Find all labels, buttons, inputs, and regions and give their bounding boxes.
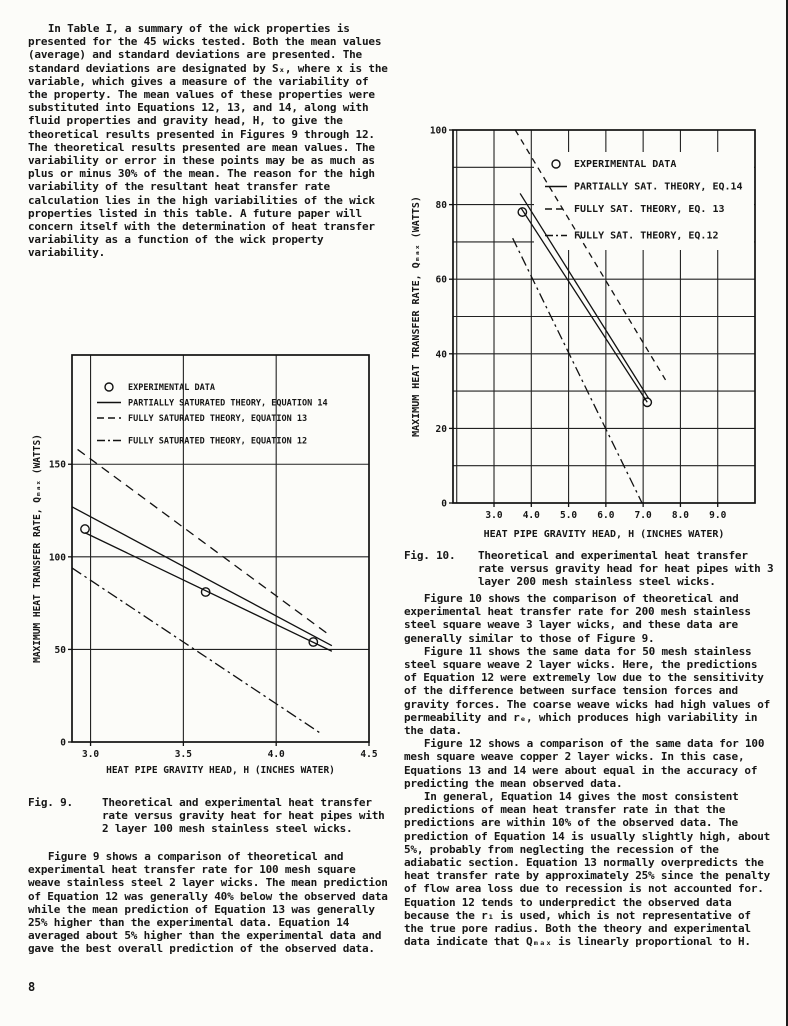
right-column-text <box>404 592 776 948</box>
svg-text:7.0: 7.0 <box>634 510 652 521</box>
svg-text:5.0: 5.0 <box>559 510 578 521</box>
figure-10-caption-label: Fig. 10. <box>404 549 456 562</box>
paragraph-figure10-discussion: Figure 10 shows the comparison of theoretical and experimental heat transfer rate for 200 mesh stainless steel square weave 3 layer wicks, and these data are generally similar to those of Figure 9. <box>404 592 751 645</box>
svg-text:3.5: 3.5 <box>174 749 192 760</box>
svg-text:50: 50 <box>54 644 66 656</box>
svg-text:MAXIMUM HEAT TRANSFER RATE, Qₘ: MAXIMUM HEAT TRANSFER RATE, Qₘₐₓ (WATTS) <box>32 434 43 663</box>
left-column-text-2 <box>28 850 394 956</box>
figure-9-caption-label: Fig. 9. <box>28 796 73 809</box>
svg-text:FULLY SAT. THEORY, EQ.12: FULLY SAT. THEORY, EQ.12 <box>574 230 719 242</box>
svg-text:4.0: 4.0 <box>267 749 285 760</box>
svg-text:8.0: 8.0 <box>671 510 690 521</box>
svg-text:20: 20 <box>435 423 447 435</box>
svg-text:PARTIALLY SATURATED THEORY, EQ: PARTIALLY SATURATED THEORY, EQUATION 14 <box>128 398 328 409</box>
page-number: 8 <box>28 980 36 994</box>
svg-text:FULLY SATURATED THEORY, EQUATI: FULLY SATURATED THEORY, EQUATION 13 <box>128 414 308 424</box>
svg-text:EXPERIMENTAL DATA: EXPERIMENTAL DATA <box>128 383 215 393</box>
svg-text:9.0: 9.0 <box>709 510 727 521</box>
svg-text:FULLY SATURATED THEORY, EQUATI: FULLY SATURATED THEORY, EQUATION 12 <box>128 436 308 447</box>
svg-text:4.0: 4.0 <box>522 510 540 521</box>
svg-text:3.0: 3.0 <box>81 749 100 760</box>
svg-text:100: 100 <box>48 552 66 564</box>
paragraph-figure11-discussion: Figure 11 shows the same data for 50 mesh stainless steel square weave 2 layer wicks. Here, the predictions of Equation 12 were extremely low due to the sensitivity of the difference between surface tension forces and gravity forces. The coarse weave wicks had high values of permeability and rₑ, which produces high variability in the data. <box>404 644 771 738</box>
svg-text:4.5: 4.5 <box>360 749 378 760</box>
svg-text:HEAT PIPE GRAVITY HEAD, H (INC: HEAT PIPE GRAVITY HEAD, H (INCHES WATER) <box>106 765 335 776</box>
left-column-text <box>28 22 394 260</box>
paragraph-table1-summary: In Table I, a summary of the wick properties is presented for the 45 wicks tested. Both the mean values (average) and standard deviations are presented. The standard deviations are designated by Sₓ, where x is the variable, which gives a measure of the variability of the property. The mean values of these properties were substituted into Equations 12, 13, and 14, along with fluid properties and gravity head, H, to give the theoretical results presented in Figures 9 through 12. The theoretical results presented are mean values. The variability or error in these points may be as much as plus or minus 30% of the mean. The reason for the high variability of the resultant heat transfer rate calculation lies in the high variabilities of the wick properties listed in this table. A future paper will concern itself with the determination of heat transfer variability as a function of the wick property variability. <box>28 22 388 260</box>
chart-canvas <box>30 350 395 798</box>
figure-10-caption <box>404 549 776 589</box>
paragraph-general-conclusions: In general, Equation 14 gives the most consistent predictions of mean heat transfer rate in that the predictions are within 10% of the observed data. The prediction of Equation 14 is usually slightly high, about 5%, probably from neglecting the recession of the adiabatic section. Equation 13 normally overpredicts the heat transfer rate by approximately 25% since the penalty of flow area loss due to recession is not accounted for. Equation 12 tends to underpredict the observed data because the r₁ is used, which is not representative of the true pore radius. Both the theory and experimental data indicate that Qₘₐₓ is linearly proportional to H. <box>404 790 771 949</box>
svg-text:PARTIALLY SAT. THEORY, EQ.14: PARTIALLY SAT. THEORY, EQ.14 <box>574 181 743 193</box>
figure-9-caption <box>28 796 396 836</box>
svg-text:HEAT PIPE GRAVITY HEAD, H (INC: HEAT PIPE GRAVITY HEAD, H (INCHES WATER) <box>483 529 725 540</box>
svg-text:MAXIMUM HEAT TRANSFER RATE, Qₘ: MAXIMUM HEAT TRANSFER RATE, Qₘₐₓ (WATTS) <box>411 196 422 437</box>
paragraph-figure9-discussion: Figure 9 shows a comparison of theoretical and experimental heat transfer rate for 100 mesh square weave stainless steel 2 layer wicks. The mean prediction of Equation 12 was generally 40% below the observed data while the mean prediction of Equation 13 was generally 25% higher than the experimental data. Equation 14 averaged about 5% higher than the experimental data and gave the best overall prediction of the observed data. <box>28 850 388 956</box>
svg-text:6.0: 6.0 <box>597 510 615 521</box>
svg-text:80: 80 <box>435 200 447 212</box>
svg-text:FULLY SAT. THEORY, EQ. 13: FULLY SAT. THEORY, EQ. 13 <box>574 204 725 215</box>
chart-canvas <box>408 122 780 547</box>
svg-text:60: 60 <box>435 274 447 286</box>
svg-text:3.0: 3.0 <box>485 510 503 521</box>
figure-9-chart <box>30 350 395 798</box>
svg-text:100: 100 <box>429 125 447 137</box>
svg-text:0: 0 <box>441 498 447 510</box>
figure-10-caption-text: Theoretical and experimental heat transfer rate versus gravity head for heat pipes with 3 layer 200 mesh stainless steel wicks. <box>478 549 774 589</box>
svg-text:0: 0 <box>60 737 66 749</box>
svg-text:40: 40 <box>435 349 447 361</box>
figure-9-caption-text: Theoretical and experimental heat transfer rate versus gravity heat for heat pipes with 2 layer 100 mesh stainless steel wicks. <box>102 796 385 836</box>
figure-10-chart <box>408 122 780 547</box>
svg-text:EXPERIMENTAL DATA: EXPERIMENTAL DATA <box>574 159 677 170</box>
paragraph-figure12-discussion: Figure 12 shows a comparison of the same data for 100 mesh square weave copper 2 layer wicks. In this case, Equations 13 and 14 were about equal in the accuracy of predicting the mean observed data. <box>404 737 765 790</box>
svg-text:150: 150 <box>48 459 66 471</box>
